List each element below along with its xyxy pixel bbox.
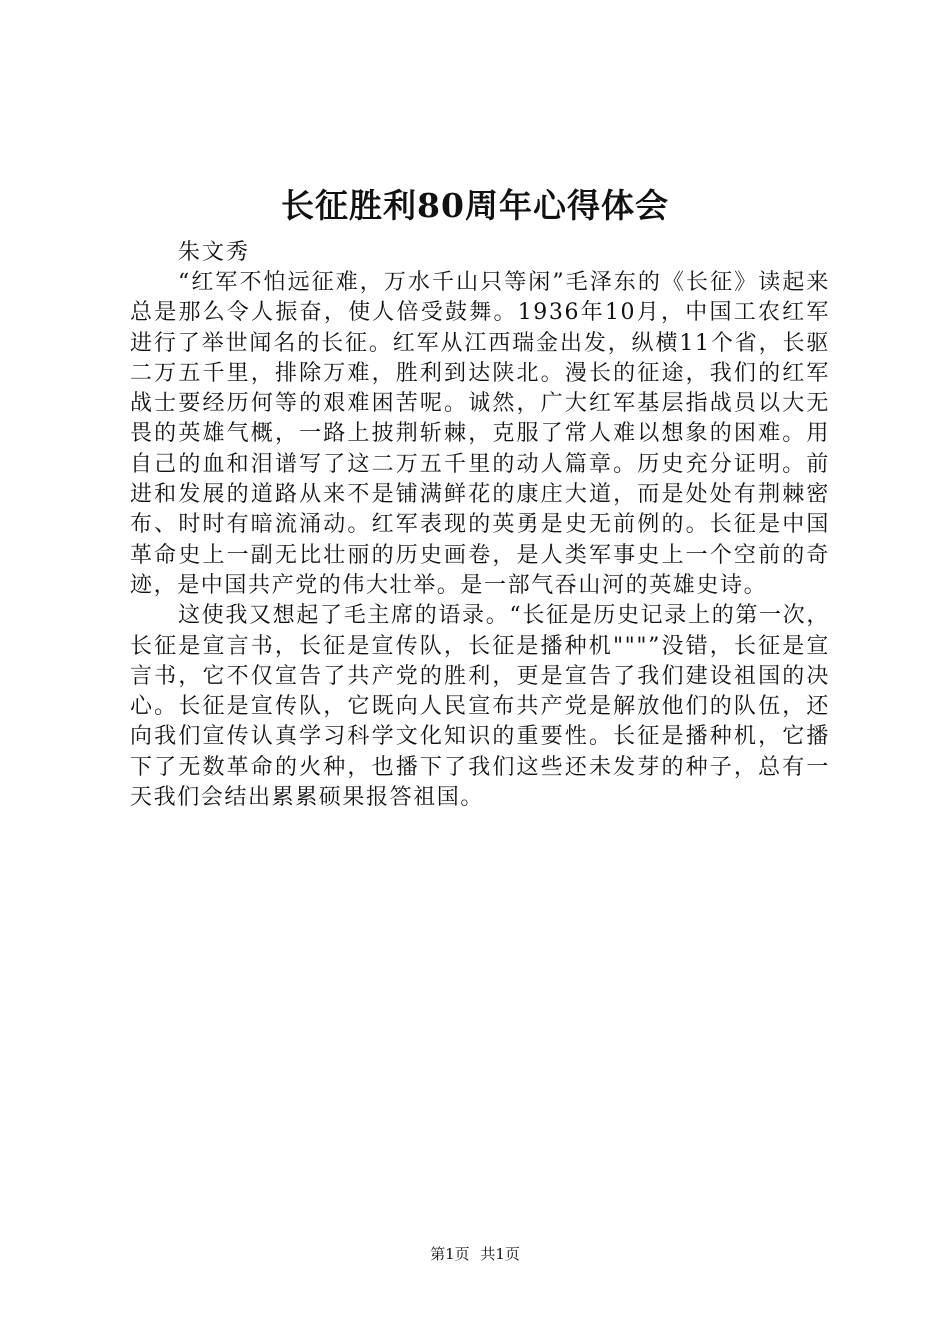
document-body [130,268,830,813]
page-footer [0,1244,950,1264]
page-number: 第1页 [430,1245,470,1263]
page-total: 共1页 [480,1245,520,1263]
author-name: 朱文秀 [178,240,251,265]
paragraph-1: “红军不怕远征难，万水千山只等闲”毛泽东的《长征》读起来总是那么令人振奋，使人倍受鼓舞。1936年10月，中国工农红军进行了举世闻名的长征。红军从江西瑞金出发，纵横11个省，长驱二万五千里，排除万难，胜利到达陕北。漫长的征途，我们的红军战士要经历何等的艰难困苦呢。诚然，广大红军基层指战员以大无畏的英雄气概，一路上披荆斩棘，克服了常人难以想象的困难。用自己的血和泪谱写了这二万五千里的动人篇章。历史充分证明。前进和发展的道路从来不是铺满鲜花的康庄大道，而是处处有荆棘密布、时时有暗流涌动。红军表现的英勇是史无前例的。长征是中国革命史上一副无比壮丽的历史画卷，是人类军事史上一个空前的奇迹，是中国共产党的伟大壮举。是一部气吞山河的英雄史诗。 [130,270,830,598]
document-title: 长征胜利80周年心得体会 [281,186,669,225]
paragraph-2: 这使我又想起了毛主席的语录。“长征是历史记录上的第一次，长征是宣言书，长征是宣传队，长征是播种机"""”没错，长征是宣言书，它不仅宣告了共产党的胜利，更是宣告了我们建设祖国的决心。长征是宣传队，它既向人民宣布共产党是解放他们的队伍，还向我们宣传认真学习科学文化知识的重要性。长征是播种机，它播下了无数革命的火种，也播下了我们这些还未发芽的种子，总有一天我们会结出累累硕果报答祖国。 [130,603,830,811]
